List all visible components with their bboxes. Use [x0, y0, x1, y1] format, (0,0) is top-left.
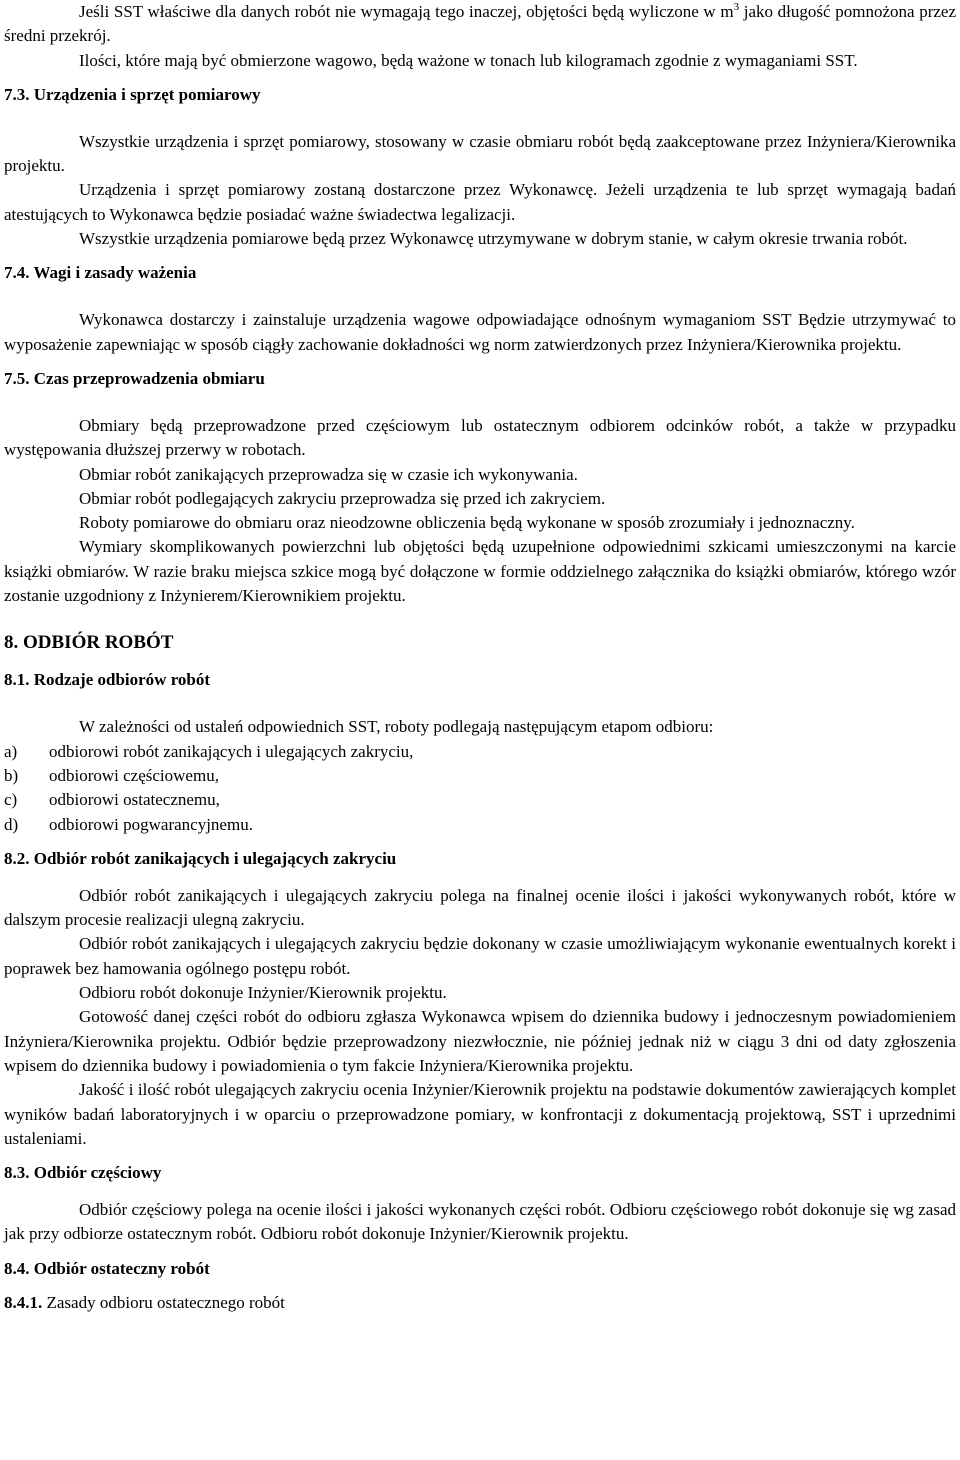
list-item-text: odbiorowi pogwarancyjnemu. [49, 814, 253, 834]
list-marker: b) [4, 765, 19, 785]
paragraph: Jakość i ilość robót ulegających zakryciu ocenia Inżynier/Kierownik projektu na podstawie dokumentów zawierających komplet wyników badań laboratoryjnych i w oparciu o przeprowadzone pomiary, w konfrontacji z dokumentacją projektową, SST i uprzednimi ustaleniami. [4, 1080, 956, 1148]
list-item [4, 740, 956, 764]
list-item [4, 764, 956, 788]
section-heading-8-1: 8.1. Rodzaje odbiorów robót [4, 670, 211, 690]
list-item-text: odbiorowi częściowemu, [49, 765, 219, 785]
list-item [4, 813, 956, 837]
section-heading-7-5: 7.5. Czas przeprowadzenia obmiaru [4, 368, 265, 388]
paragraph: Wszystkie urządzenia pomiarowe będą przez Wykonawcę utrzymywane w dobrym stanie, w całym okresie trwania robót. [79, 229, 908, 249]
paragraph: Wymiary skomplikowanych powierzchni lub objętości będą uzupełnione odpowiednimi szkicami umieszczonymi na karcie książki obmiarów. W razie braku miejsca szkice mogą być dołączone w formie oddzielnego załącznika do książki obmiarów, którego wzór zostanie uzgodniony z Inżynierem/Kierownikiem projektu. [4, 537, 956, 606]
subsection-heading-8-4-1: 8.4.1. Zasady odbioru ostatecznego robót [4, 1292, 285, 1312]
paragraph: Odbioru robót dokonuje Inżynier/Kierownik projektu. [79, 983, 447, 1003]
paragraph: Odbiór robót zanikających i ulegających zakryciu polega na finalnej ocenie ilości i jakości wykonywanych robót, które w dalszym procesie realizacji ulegną zakryciu. [4, 885, 956, 930]
list-item-text: odbiorowi ostatecznemu, [49, 790, 220, 810]
list-marker: c) [4, 790, 18, 810]
list-marker: a) [4, 741, 18, 761]
paragraph: Wszystkie urządzenia i sprzęt pomiarowy, stosowany w czasie obmiaru robót będą zaakceptowane przez Inżyniera/Kierownika projektu. [4, 131, 956, 176]
section-heading-7-4: 7.4. Wagi i zasady ważenia [4, 263, 197, 283]
paragraph: Obmiary będą przeprowadzone przed częściowym lub ostatecznym odbiorem odcinków robót, a także w przypadku występowania dłuższej przerwy w robotach. [4, 415, 956, 460]
paragraph: Roboty pomiarowe do obmiaru oraz nieodzowne obliczenia będą wykonane w sposób zrozumiały i jednoznaczny. [79, 513, 855, 533]
paragraph: Obmiar robót zanikających przeprowadza się w czasie ich wykonywania. [79, 464, 578, 484]
section-heading-8-3: 8.3. Odbiór częściowy [4, 1163, 162, 1183]
list-marker: d) [4, 814, 19, 834]
paragraph: Obmiar robót podlegających zakryciu przeprowadza się przed ich zakryciem. [79, 488, 606, 508]
section-heading-8-2: 8.2. Odbiór robót zanikających i ulegających zakryciu [4, 848, 397, 868]
section-heading-7-3: 7.3. Urządzenia i sprzęt pomiarowy [4, 84, 261, 104]
paragraph: W zależności od ustaleń odpowiednich SST, roboty podlegają następującym etapom odbioru: [79, 717, 714, 737]
paragraph: Wykonawca dostarczy i zainstaluje urządzenia wagowe odpowiadające odnośnym wymaganiom SST Będzie utrzymywać to wyposażenie zapewniając w sposób ciągły zachowanie dokładności wg norm zatwierdzonych przez Inżyniera/Kierownika projektu. [4, 310, 956, 354]
document-page [4, 0, 956, 1315]
paragraph: Gotowość danej części robót do odbioru zgłasza Wykonawca wpisem do dziennika budowy i jednoczesnym powiadomieniem Inżyniera/Kierownika projektu. Odbiór będzie przeprowadzony niezwłocznie, nie później jednak niż w ciągu 3 dni od daty zgłoszenia wpisem do dziennika budowy i powiadomienia o tym fakcie Inżyniera/Kierownika projektu. [4, 1007, 956, 1075]
paragraph: Ilości, które mają być obmierzone wagowo, będą ważone w tonach lub kilogramach zgodnie z wymaganiami SST. [79, 50, 858, 70]
section-heading-8-4: 8.4. Odbiór ostateczny robót [4, 1258, 210, 1278]
acceptance-stages-list [4, 740, 956, 837]
superscript-exponent: 3 [733, 1, 740, 13]
list-item-text: odbiorowi robót zanikających i ulegających zakryciu, [49, 741, 414, 761]
paragraph: Urządzenia i sprzęt pomiarowy zostaną dostarczone przez Wykonawcę. Jeżeli urządzenia te lub sprzęt wymagają badań atestujących to Wykonawca będzie posiadać ważne świadectwa legalizacji. [4, 180, 956, 224]
paragraph: Odbiór robót zanikających i ulegających zakryciu będzie dokonany w czasie umożliwiającym wykonanie ewentualnych korekt i poprawek bez hamowania ogólnego postępu robót. [4, 934, 956, 978]
list-item [4, 788, 956, 812]
paragraph: Jeśli SST właściwe dla danych robót nie wymagają tego inaczej, objętości będą wyliczone w $m^3$ jako długość pomnożona przez średni przekrój. [4, 1, 957, 46]
paragraph: Odbiór częściowy polega na ocenie ilości i jakości wykonanych części robót. Odbioru częściowego robót dokonuje się wg zasad jak przy odbiorze ostatecznym robót. Odbioru robót dokonuje Inżynier/Kierownik projektu. [4, 1200, 956, 1244]
chapter-heading-8: 8. ODBIÓR ROBÓT [4, 632, 174, 654]
